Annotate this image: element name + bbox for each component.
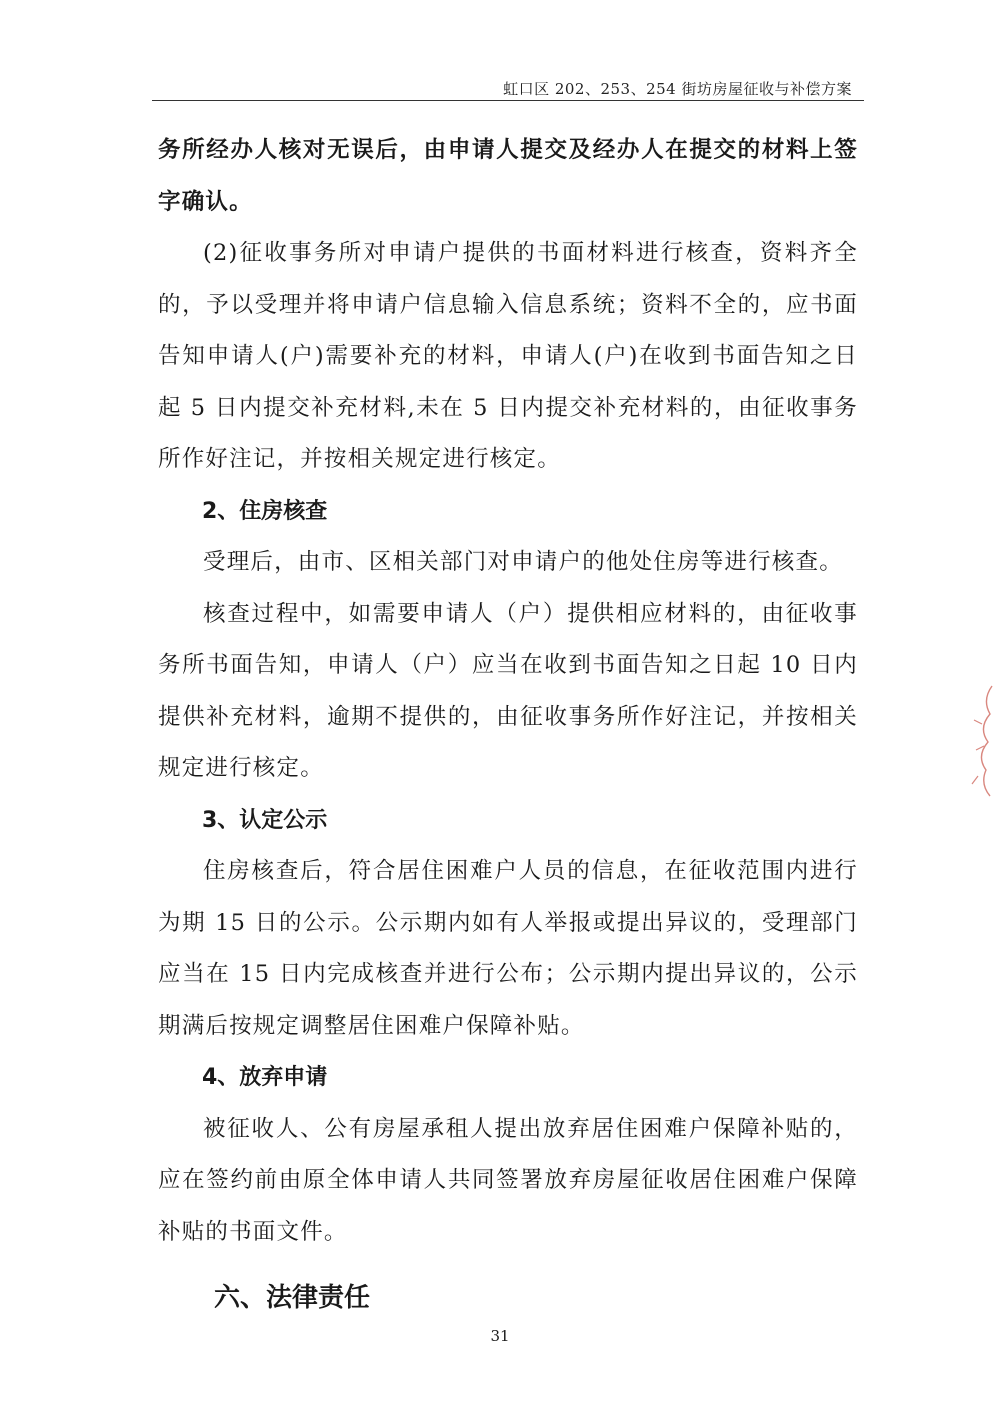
running-header: 虹口区 202、253、254 街坊房屋征收与补偿方案 xyxy=(503,80,852,98)
paragraph-after-acceptance: 受理后，由市、区相关部门对申请户的他处住房等进行核查。 xyxy=(203,549,843,575)
paragraph-public-notice: 住房核查后，符合居住困难户人员的信息，在征收范围内进行为期 15 日的公示。公示期内如有人举报或提出异议的，受理部门应当在 15 日内完成核查并进行公布；公示期内提出异议的，公示期满后按规定调整居住困难户保障补贴。 xyxy=(158,858,858,1039)
paragraph-continuation: 务所经办人核对无误后，由申请人提交及经办人在提交的材料上签字确认。 xyxy=(158,137,858,215)
header-rule xyxy=(152,100,864,101)
subheading-housing-check: 2、住房核查 xyxy=(202,498,328,524)
subheading-waiver: 4、放弃申请 xyxy=(202,1065,328,1090)
subheading-public-notice: 3、认定公示 xyxy=(202,807,328,833)
paragraph-material-review: (2)征收事务所对申请户提供的书面材料进行核查，资料齐全的，予以受理并将申请户信息输入信息系统；资料不全的，应书面告知申请人(户)需要补充的材料，申请人(户)在收到书面告知之日起 5 日内提交补充材料,未在 5 日内提交补充材料的，由征收事务所作好注记，并按相关规定进行核定。 xyxy=(158,240,858,472)
paragraph-waiver: 被征收人、公有房屋承租人提出放弃居住困难户保障补贴的，应在签约前由原全体申请人共同签署放弃房屋征收居住困难户保障补贴的书面文件。 xyxy=(158,1115,858,1245)
seal-stamp-fragment xyxy=(968,680,996,800)
paragraph-check-process: 核查过程中，如需要申请人（户）提供相应材料的，由征收事务所书面告知，申请人（户）应当在收到书面告知之日起 10 日内提供补充材料，逾期不提供的，由征收事务所作好注记，并按相关规定进行核定。 xyxy=(158,600,858,781)
document-body xyxy=(158,125,858,1324)
section-title-legal-liability: 六、法律责任 xyxy=(214,1283,371,1313)
page-number: 31 xyxy=(490,1327,510,1345)
